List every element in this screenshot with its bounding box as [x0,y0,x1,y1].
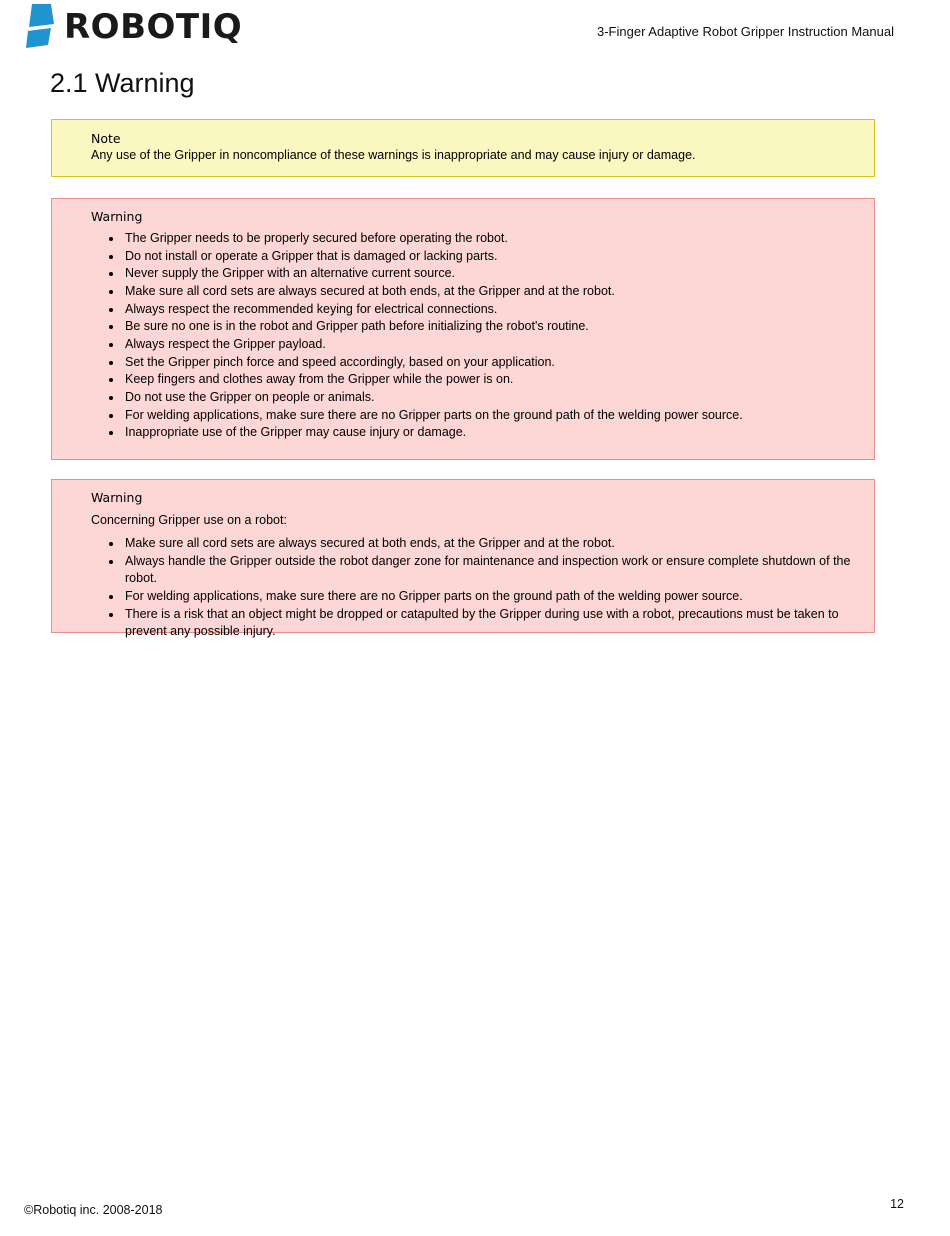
note-body: Any use of the Gripper in noncompliance of these warnings is inappropriate and may cause injury or damage. [91,148,696,162]
list-item [109,371,871,389]
warning-title: Warning [91,490,143,505]
list-item-text: Make sure all cord sets are always secured at both ends, at the Gripper and at the robot. [125,536,615,550]
list-item [109,354,871,372]
warning-callout-robot-use [51,479,875,639]
list-item [109,424,871,442]
bullet-icon [109,595,113,599]
bullet-icon [109,308,113,312]
list-item-text: Make sure all cord sets are always secured at both ends, at the Gripper and at the robot. [125,283,615,298]
list-item [109,318,871,336]
list-item-text: Always respect the Gripper payload. [125,336,326,351]
bullet-icon [109,255,113,259]
list-item-text: Inappropriate use of the Gripper may cause injury or damage. [125,425,467,440]
list-item [109,535,871,553]
list-item-text: For welding applications, make sure there are no Gripper parts on the ground path of the welding power source. [125,588,743,603]
warning-list [109,230,871,442]
list-item-text: Do not install or operate a Gripper that is damaged or lacking parts. [125,248,498,263]
list-item [109,265,871,283]
list-item-text: Always handle the Gripper outside the robot danger zone for maintenance and inspection work or ensure complete shutdown of the robot. [125,553,851,586]
bullet-icon [109,431,113,435]
list-item [109,407,871,425]
robotiq-gripper-mark-icon [24,3,60,51]
list-item-text: There is a risk that an object might be dropped or catapulted by the Gripper during use with a robot, precautions must be taken to prevent any possible injury. [125,606,839,639]
bullet-icon [109,560,113,564]
list-item [109,230,871,248]
bullet-icon [109,378,113,382]
warning-intro: Concerning Gripper use on a robot: [91,513,287,527]
list-item [109,336,871,354]
list-item-text: Always respect the recommended keying for electrical connections. [125,301,498,316]
bullet-icon [109,361,113,365]
note-title: Note [91,131,121,146]
list-item [109,606,871,641]
bullet-icon [109,414,113,418]
list-item [109,389,871,407]
bullet-icon [109,542,113,546]
section-title: 2.1 Warning [50,68,195,98]
list-item-text: Never supply the Gripper with an alternative current source. [125,266,456,281]
document-title: 3-Finger Adaptive Robot Gripper Instruction Manual [597,24,894,39]
note-callout [51,119,875,177]
robotiq-logo [24,3,242,51]
bullet-icon [109,613,113,617]
list-item-text: The Gripper needs to be properly secured before operating the robot. [125,231,508,245]
list-item [109,553,871,588]
list-item-text: Be sure no one is in the robot and Gripper path before initializing the robot's routine. [125,319,589,334]
bullet-icon [109,290,113,294]
list-item [109,248,871,266]
bullet-icon [109,325,113,329]
list-item-text: For welding applications, make sure there are no Gripper parts on the ground path of the welding power source. [125,407,743,422]
list-item [109,301,871,319]
logo-wordmark: ROBOTIQ [64,7,243,47]
bullet-icon [109,396,113,400]
bullet-icon [109,343,113,347]
page-number: 12 [890,1197,904,1211]
list-item [109,283,871,301]
warning-callout-general [51,198,875,460]
list-item-text: Keep fingers and clothes away from the Gripper while the power is on. [125,372,514,387]
bullet-icon [109,272,113,276]
bullet-icon [109,237,113,241]
warning-list [109,535,871,641]
list-item [109,588,871,606]
list-item-text: Do not use the Gripper on people or animals. [125,389,375,404]
warning-title: Warning [91,209,143,224]
footer-copyright: ©Robotiq inc. 2008-2018 [24,1203,163,1217]
list-item-text: Set the Gripper pinch force and speed accordingly, based on your application. [125,354,555,369]
